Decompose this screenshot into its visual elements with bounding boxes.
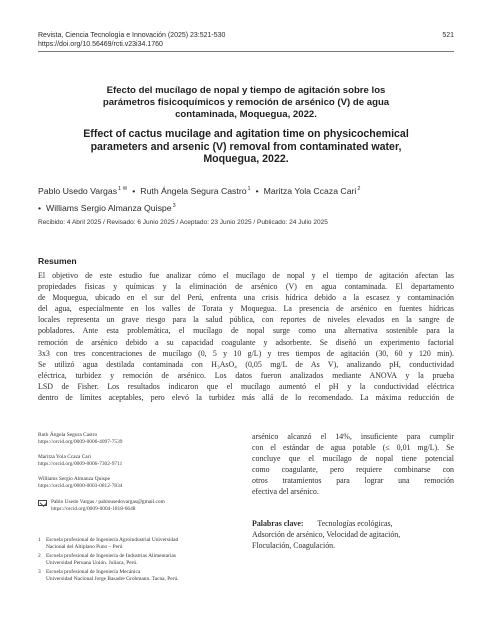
- author-name: Maritza Yola Ccaza Cari: [263, 186, 357, 196]
- author-separator: •: [255, 186, 259, 196]
- abstract-line: efectiva del arsénico.: [252, 487, 319, 496]
- abstract-line: Se utilizó agua destilada contaminada con H₃AsO₄ (0,05 mg/L de As V), analizando pH, conductividad: [38, 359, 454, 369]
- abstract-line: concluye que el mucílago de nopal tiene potencial: [252, 454, 454, 463]
- envelope-icon: [38, 500, 47, 506]
- doi-link[interactable]: https://doi.org/10.56469/rcti.v23i34.1760: [38, 41, 163, 48]
- title-en-line: Moquegua, 2022.: [203, 153, 289, 166]
- affiliations: [38, 537, 238, 585]
- keywords-label: Palabras clave:: [252, 519, 304, 528]
- orcid-link[interactable]: https://orcid.org/0000-0003-0812-7834: [38, 483, 123, 490]
- title-es-line: parámetros fisicoquímicos y remoción de arsénico (V) de agua: [102, 97, 390, 109]
- affiliation-number: 3: [38, 569, 41, 575]
- abstract-line: El objetivo de este estudio fue analizar cómo el mucílago de nopal y el tiempo de agitación afectan las: [38, 271, 454, 280]
- author-separator: •: [132, 186, 136, 196]
- orcid-link[interactable]: https://orcid.org/0009-0006-7302-9711: [38, 461, 123, 468]
- author-affiliation-mark: 3: [172, 203, 176, 209]
- affiliation-line: Escuela profesional de Ingeniería de Industrias Alimentarias: [46, 553, 176, 559]
- abstract-continuation: [252, 431, 454, 497]
- title-en-line: Effect of cactus mucilage and agitation time on physicochemical: [83, 128, 409, 140]
- abstract-line: con el estándar de agua potable (≤ 0,01 mg/L). Se: [252, 443, 454, 452]
- abstract-line: otros tratamientos para lograr una remoción: [252, 476, 454, 485]
- author-affiliation-mark: 2: [357, 186, 361, 192]
- orcid-link[interactable]: https://orcid.org/0009-0006-4097-7539: [38, 439, 123, 446]
- keyword-text: Tecnologías ecológicas,: [317, 519, 393, 528]
- affiliation-line: Escuela profesional de Ingeniería Agroindustrial Universidad: [46, 537, 179, 543]
- affiliation-line: Universidad Nacional Jorge Basadre Grohmann. Tacna, Perú.: [46, 576, 179, 582]
- abstract-line: remoción de arsénico debido a su capacidad coagulante y adsorbente. Se diseñó un experimento factorial: [38, 337, 454, 347]
- abstract-line: como coagulante, pero requiere combinarse con: [252, 465, 454, 474]
- header-rule: [38, 51, 454, 52]
- orcid-column: [38, 432, 238, 521]
- orcid-block: [38, 432, 238, 446]
- affiliation-item: [38, 537, 238, 551]
- orcid-author-name: Williams Sergio Almanza Quispe: [38, 476, 110, 483]
- affiliation-line: Universidad Peruana Unión. Juliaca, Perú.: [46, 560, 138, 566]
- affiliation-line: Escuela profesional de Ingeniería Mecánica: [46, 569, 141, 575]
- title-es-line: Efecto del mucílago de nopal y tiempo de agitación sobre los: [106, 85, 386, 96]
- keywords: [252, 519, 454, 551]
- orcid-author-name: Maritza Yola Ccaza Cari: [38, 454, 91, 461]
- abstract-heading: Resumen: [38, 256, 77, 266]
- abstract-line: arsénico alcanzó el 14%, insuficiente para cumplir: [252, 432, 454, 441]
- author-separator: •: [38, 203, 42, 213]
- author-name: Williams Sergio Almanza Quispe: [46, 203, 172, 213]
- orcid-block: [38, 476, 238, 490]
- running-header: [38, 31, 454, 49]
- abstract-line: del agua, especialmente en los valles de Torata y Moquegua. La presencia de arsénico en fuentes hídricas: [38, 304, 454, 314]
- orcid-link[interactable]: https://orcid.org/0009-0004-1818-6648: [51, 505, 136, 512]
- author-affiliation-mark: 1 ✉: [118, 186, 128, 192]
- author-name: Pablo Usedo Vargas: [38, 186, 118, 196]
- title-en-line: parameters and arsenic (V) removal from contaminated water,: [90, 140, 402, 153]
- abstract-line: eléctrica, turbidez y remoción de arsénico. Los datos fueron analizados mediante ANOVA y la prueba: [38, 370, 454, 380]
- abstract-line: pobladores. Ante esta problemática, el mucílago de nopal surge como una alternativa sostenible para la: [38, 326, 454, 336]
- abstract-line: de Moquegua, ubicado en el sur del Perú, enfrenta una crisis hídrica debido a la escasez y contaminación: [38, 293, 454, 303]
- author-affiliation-mark: 1: [247, 186, 251, 192]
- orcid-block: [38, 454, 238, 468]
- corresponding-author: [38, 499, 238, 513]
- page-number: 521: [442, 32, 454, 39]
- abstract-body: [38, 270, 454, 403]
- abstract-line: dentro de límites aceptables, pero elevó la turbidez más allá de lo recomendado. La máxima reducción de: [38, 393, 454, 403]
- abstract-line: propiedades físicas y químicas y la eliminación de arsénico (V) en agua contaminada. El departamento: [38, 282, 454, 292]
- affiliation-line: Nacional del Altiplano Puno – Perú: [46, 544, 123, 550]
- keyword-text: Adsorción de arsénico, Velocidad de agitación,: [252, 529, 401, 539]
- corresponding-email[interactable]: Pablo Usedo Vargas / pablousedovargas@gmail.com: [51, 498, 165, 505]
- title-spanish: [58, 85, 434, 122]
- keywords-line: [252, 519, 454, 530]
- corresponding-text: [51, 499, 165, 513]
- abstract-line: LSD de Fisher. Los resultados indicaron que el mucílago aumentó el pH y la conductividad eléctrica: [38, 381, 454, 391]
- affiliation-item: [38, 569, 238, 583]
- keyword-text: Floculación, Coagulación.: [252, 540, 336, 550]
- affiliation-item: [38, 553, 238, 567]
- affiliation-number: 1: [38, 537, 41, 543]
- publication-dates: Recibido: 4 Abril 2025 / Revisado: 6 Junio 2025 / Aceptado: 23 Junio 2025 / Publicado: 24 Julio 2025: [38, 219, 328, 226]
- journal-citation: Revista, Ciencia Tecnología e Innovación (2025) 23:521-530: [38, 32, 226, 39]
- title-es-line: contaminada, Moquegua, 2022.: [175, 109, 317, 121]
- abstract-line: 3x3 con tres concentraciones de mucílago (0, 5 y 10 g/L) y tres tiempos de agitación (30, 60 y 120 min).: [38, 348, 454, 358]
- author-name: Ruth Ángela Segura Castro: [140, 186, 247, 196]
- orcid-author-name: Ruth Ángela Segura Castro: [38, 432, 98, 438]
- affiliation-number: 2: [38, 553, 41, 559]
- title-english: [58, 128, 434, 166]
- abstract-line: locales representa un grave riesgo para la salud pública, con reportes de niveles elevados en la sangre de: [38, 315, 454, 325]
- author-list: [38, 182, 454, 216]
